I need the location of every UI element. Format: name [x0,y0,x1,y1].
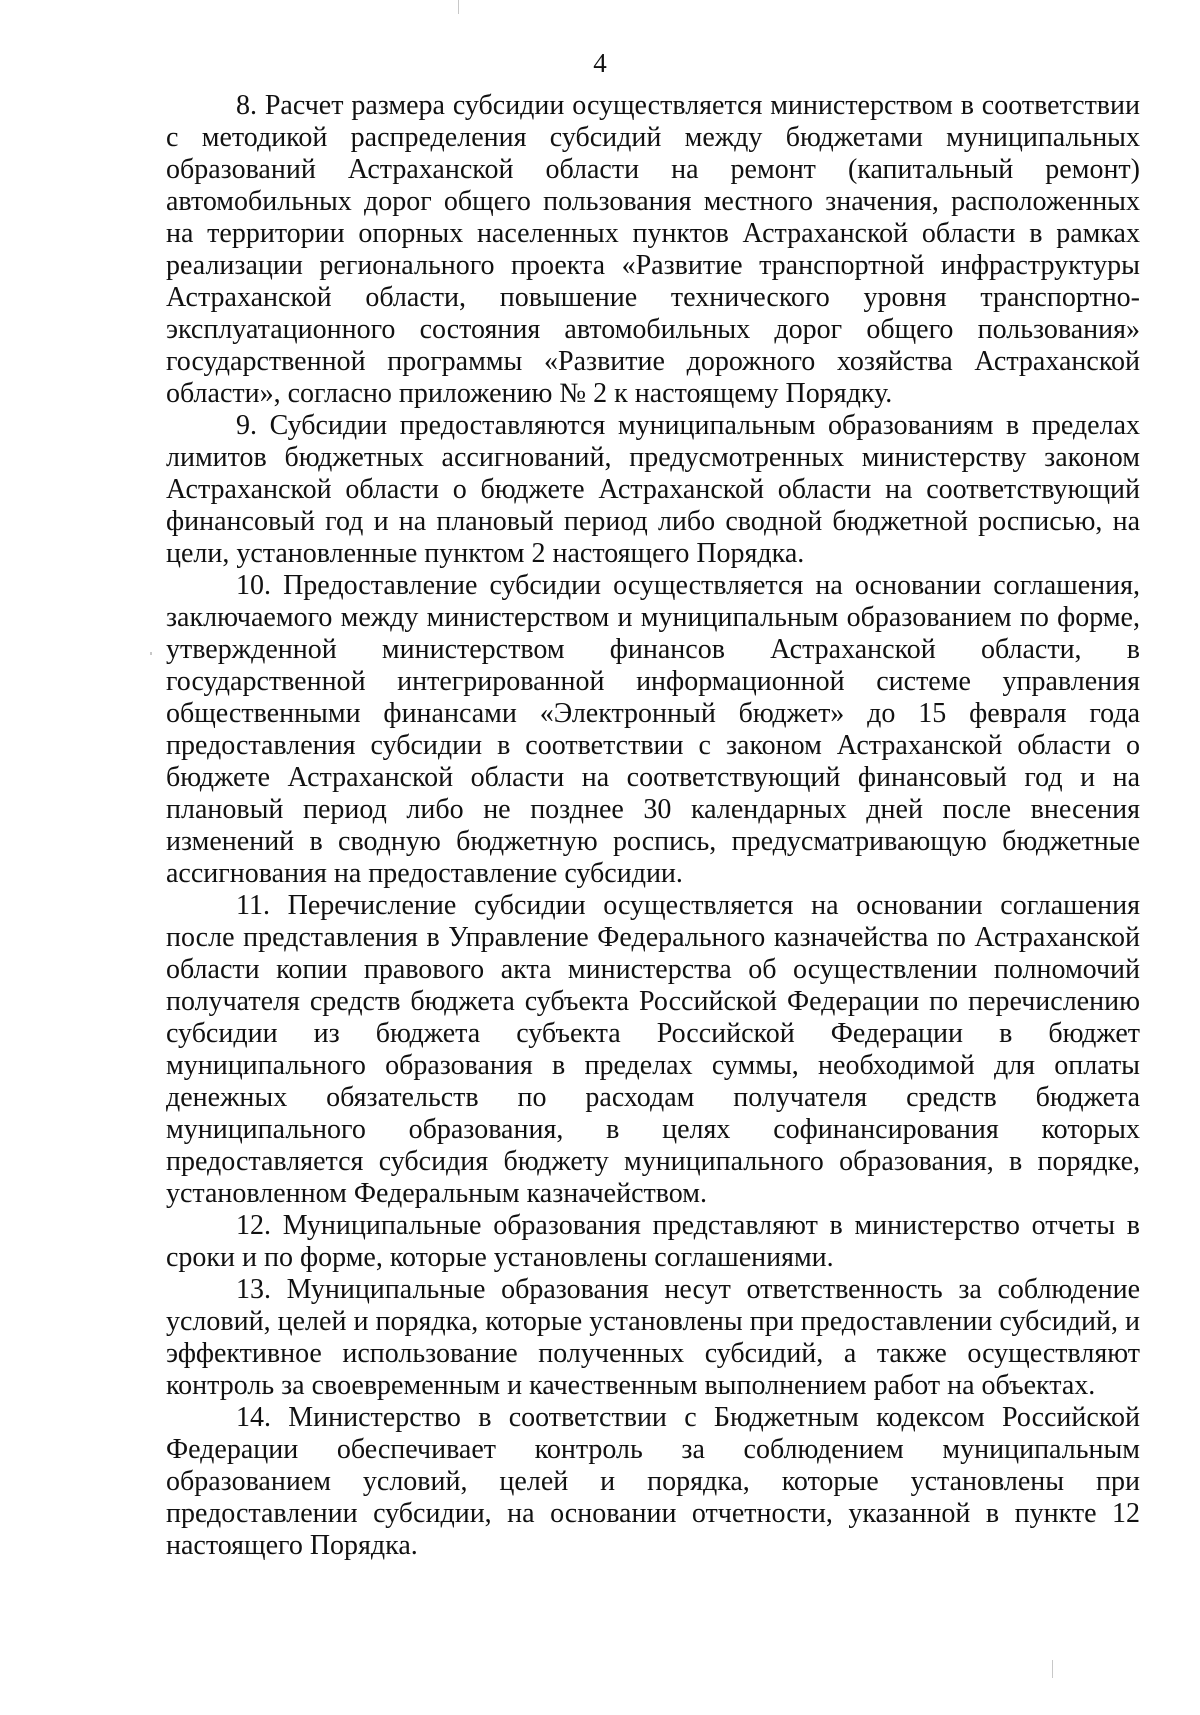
clause-14: 14. Министерство в соответствии с Бюджетным кодексом Российской Федерации обеспечивает контроль за соблюдением муниципальным образованием условий, целей и порядка, которые установлены при предоставлении субсидии, на основании отчетности, указанной в пункте 12 настоящего Порядка. [166,1402,1140,1561]
clause-9: 9. Субсидии предоставляются муниципальным образованиям в пределах лимитов бюджетных ассигнований, предусмотренных министерству законом Астраханской области о бюджете Астраханской области на соответствующий финансовый год и на плановый период либо сводной бюджетной росписью, на цели, установленные пунктом 2 настоящего Порядка. [166,410,1140,569]
clause-11: 11. Перечисление субсидии осуществляется на основании соглашения после представления в Управление Федерального казначейства по Астраханской области копии правового акта министерства об осуществлении полномочий получателя средств бюджета субъекта Российской Федерации по перечислению субсидии из бюджета субъекта Российской Федерации в бюджет муниципального образования в пределах суммы, необходимой для оплаты денежных обязательств по расходам получателя средств бюджета муниципального образования, в целях софинансирования которых предоставляется субсидия бюджету муниципального образования, в порядке, установленном Федеральным казначейством. [166,890,1140,1209]
clause-12: 12. Муниципальные образования представляют в министерство отчеты в сроки и по форме, которые установлены соглашениями. [166,1210,1140,1273]
scan-artifact [458,0,459,14]
document-body [166,90,1140,1562]
scan-artifact [150,652,152,655]
page-number: 4 [593,48,607,78]
clause-13: 13. Муниципальные образования несут ответственность за соблюдение условий, целей и порядка, которые установлены при предоставлении субсидий, и эффективное использование полученных субсидий, а также осуществляют контроль за своевременным и качественным выполнением работ на объектах. [166,1274,1140,1401]
scan-artifact [1052,1660,1053,1678]
clause-10: 10. Предоставление субсидии осуществляется на основании соглашения, заключаемого между министерством и муниципальным образованием по форме, утвержденной министерством финансов Астраханской области, в государственной интегрированной информационной системе управления общественными финансами «Электронный бюджет» до 15 февраля года предоставления субсидии в соответствии с законом Астраханской области о бюджете Астраханской области на соответствующий финансовый год и на плановый период либо не позднее 30 календарных дней после внесения изменений в сводную бюджетную роспись, предусматривающую бюджетные ассигнования на предоставление субсидии. [166,570,1140,889]
clause-8: 8. Расчет размера субсидии осуществляется министерством в соответствии с методикой распределения субсидий между бюджетами муниципальных образований Астраханской области на ремонт (капитальный ремонт) автомобильных дорог общего пользования местного значения, расположенных на территории опорных населенных пунктов Астраханской области в рамках реализации регионального проекта «Развитие транспортной инфраструктуры Астраханской области, повышение технического уровня транспортно-эксплуатационного состояния автомобильных дорог общего пользования» государственной программы «Развитие дорожного хозяйства Астраханской области», согласно приложению № 2 к настоящему Порядку. [166,90,1140,409]
